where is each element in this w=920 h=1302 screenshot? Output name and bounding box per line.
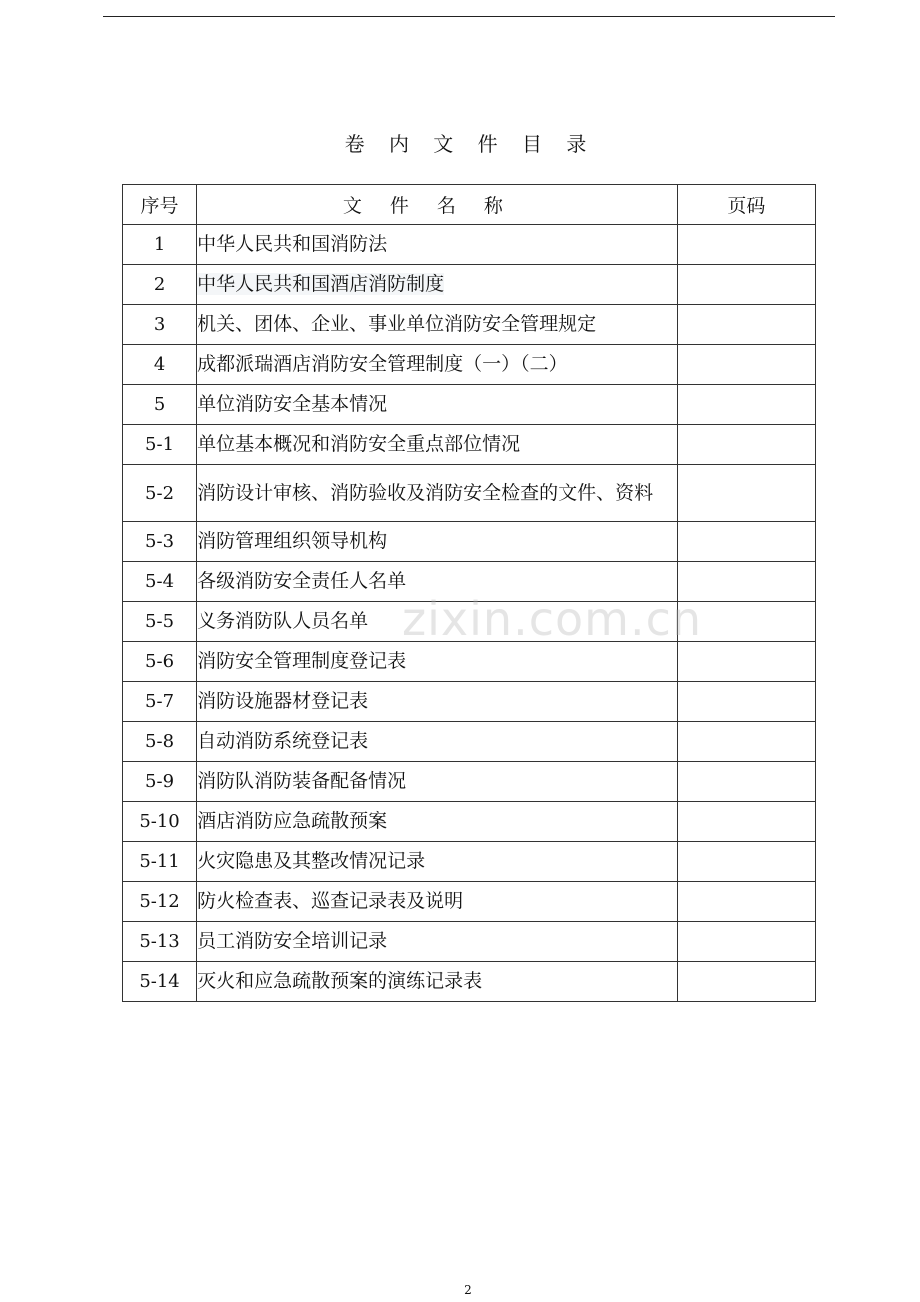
- page-number: 2: [464, 1283, 472, 1297]
- row-file-name: 消防设计审核、消防验收及消防安全检查的文件、资料: [197, 465, 678, 522]
- table-row: [123, 802, 816, 842]
- header-serial-number: 序号: [123, 185, 197, 225]
- file-catalog-table: [122, 184, 816, 1002]
- row-file-name: 灭火和应急疏散预案的演练记录表: [197, 962, 678, 1002]
- header-page-number: 页码: [677, 185, 815, 225]
- table-row: [123, 522, 816, 562]
- row-page: [677, 762, 815, 802]
- row-page: [677, 882, 815, 922]
- table-row: [123, 762, 816, 802]
- table-row: [123, 305, 816, 345]
- row-serial: 5-10: [123, 802, 197, 842]
- row-page: [677, 802, 815, 842]
- row-file-name: 防火检查表、巡查记录表及说明: [197, 882, 678, 922]
- watermark: zixin.com.cn: [402, 592, 703, 646]
- row-file-name: 义务消防队人员名单: [197, 602, 678, 642]
- row-page: [677, 385, 815, 425]
- row-file-name: 消防设施器材登记表: [197, 682, 678, 722]
- row-page: [677, 522, 815, 562]
- table-row: [123, 562, 816, 602]
- row-page: [677, 602, 815, 642]
- row-serial: 5-11: [123, 842, 197, 882]
- row-serial: 1: [123, 225, 197, 265]
- row-file-name: 火灾隐患及其整改情况记录: [197, 842, 678, 882]
- row-page: [677, 842, 815, 882]
- row-file-name: 酒店消防应急疏散预案: [197, 802, 678, 842]
- header-file-name: 文件名称: [197, 185, 678, 225]
- row-serial: 5-4: [123, 562, 197, 602]
- table-row: [123, 842, 816, 882]
- row-file-name-text: 中华人民共和国酒店消防制度: [197, 273, 445, 295]
- row-serial: 5-5: [123, 602, 197, 642]
- row-serial: 3: [123, 305, 197, 345]
- table-row: [123, 642, 816, 682]
- row-serial: 5-14: [123, 962, 197, 1002]
- row-serial: 5-3: [123, 522, 197, 562]
- row-page: [677, 465, 815, 522]
- row-serial: 5-9: [123, 762, 197, 802]
- row-page: [677, 922, 815, 962]
- row-file-name: 机关、团体、企业、事业单位消防安全管理规定: [197, 305, 678, 345]
- row-file-name: 消防队消防装备配备情况: [197, 762, 678, 802]
- table-row: [123, 465, 816, 522]
- table-row: [123, 225, 816, 265]
- table-row: [123, 882, 816, 922]
- table-row: [123, 385, 816, 425]
- row-page: [677, 562, 815, 602]
- row-serial: 5-8: [123, 722, 197, 762]
- row-serial: 4: [123, 345, 197, 385]
- row-file-name: 单位基本概况和消防安全重点部位情况: [197, 425, 678, 465]
- row-page: [677, 345, 815, 385]
- row-page: [677, 225, 815, 265]
- row-file-name: 成都派瑞酒店消防安全管理制度（一）（二）: [197, 345, 678, 385]
- header-rule: [103, 16, 835, 17]
- table-row: [123, 345, 816, 385]
- row-page: [677, 682, 815, 722]
- table-header-row: [123, 185, 816, 225]
- table-row: [123, 922, 816, 962]
- row-serial: 2: [123, 265, 197, 305]
- table-row: [123, 682, 816, 722]
- table-row: [123, 425, 816, 465]
- row-file-name: 员工消防安全培训记录: [197, 922, 678, 962]
- row-serial: 5-1: [123, 425, 197, 465]
- row-file-name: 自动消防系统登记表: [197, 722, 678, 762]
- row-page: [677, 722, 815, 762]
- row-file-name: 消防管理组织领导机构: [197, 522, 678, 562]
- row-serial: 5: [123, 385, 197, 425]
- table-row: [123, 602, 816, 642]
- row-file-name: 消防安全管理制度登记表: [197, 642, 678, 682]
- row-serial: 5-12: [123, 882, 197, 922]
- row-page: [677, 305, 815, 345]
- table-row: [123, 962, 816, 1002]
- row-page: [677, 425, 815, 465]
- row-file-name: [197, 265, 678, 305]
- row-file-name: 各级消防安全责任人名单: [197, 562, 678, 602]
- table-row: [123, 722, 816, 762]
- document-title: 卷 内 文 件 目 录: [344, 132, 596, 156]
- row-serial: 5-7: [123, 682, 197, 722]
- row-page: [677, 642, 815, 682]
- table-row: [123, 265, 816, 305]
- row-page: [677, 265, 815, 305]
- row-file-name: 单位消防安全基本情况: [197, 385, 678, 425]
- row-page: [677, 962, 815, 1002]
- row-serial: 5-6: [123, 642, 197, 682]
- row-serial: 5-2: [123, 465, 197, 522]
- row-serial: 5-13: [123, 922, 197, 962]
- row-file-name: 中华人民共和国消防法: [197, 225, 678, 265]
